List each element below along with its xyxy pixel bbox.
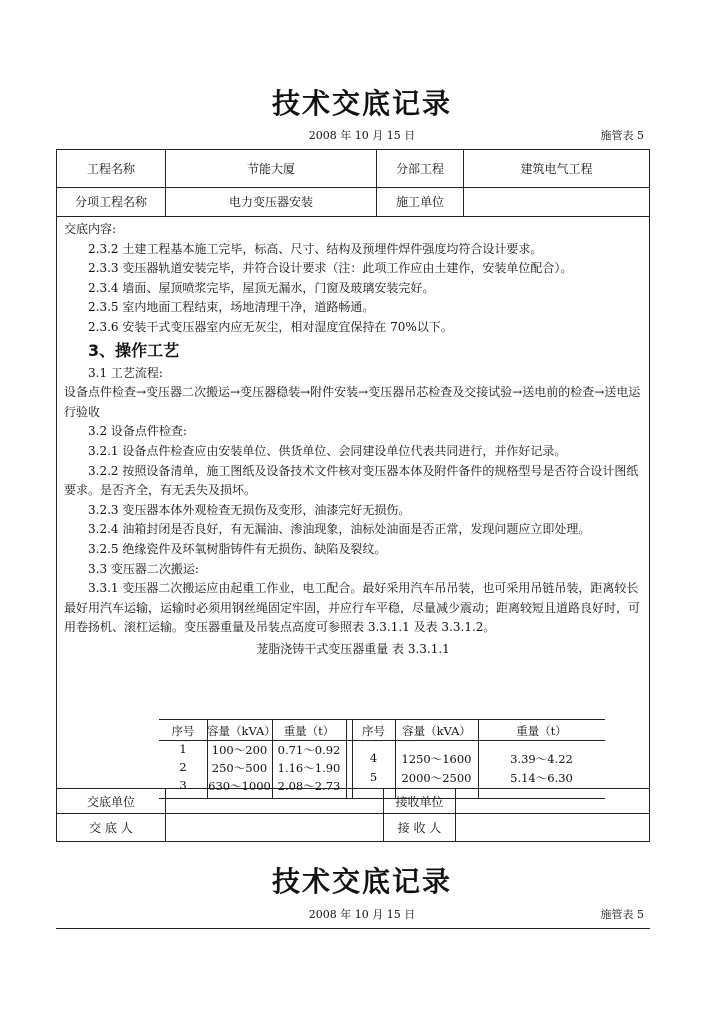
table-row-weight: 0.71～0.92 [277, 743, 341, 757]
form-number: 施管表 5 [600, 129, 644, 142]
page2-title: 技术交底记录 [271, 865, 452, 898]
th-no-right: 序号 [362, 724, 385, 738]
item-2-3-4: 2.3.4 墙面、屋顶喷浆完毕，屋顶无漏水，门窗及玻璃安装完好。 [88, 280, 435, 295]
handover-unit-value [166, 789, 384, 813]
table-row-weight: 1.16～1.90 [277, 761, 341, 775]
table-row-weight: 5.14～6.30 [510, 771, 573, 785]
table-row-weight: 3.39～4.22 [510, 752, 573, 766]
item-3-2-5: 3.2.5 绝缘瓷件及环氧树脂铸件有无损伤、缺陷及裂纹。 [88, 541, 387, 556]
page2-divider [56, 928, 650, 929]
page-title: 技术交底记录 [271, 87, 452, 120]
th-no-left: 序号 [171, 724, 195, 738]
contractor-value [464, 187, 649, 216]
table-row-no: 4 [369, 751, 378, 765]
handover-unit-label: 交底单位 [57, 789, 166, 813]
division-label: 分部工程 [377, 150, 464, 187]
handover-content [57, 216, 649, 793]
th-weight-left: 重量（t） [283, 724, 335, 738]
table-row-capacity: 1250～1600 [401, 752, 472, 766]
handover-person-label: 交 底 人 [57, 814, 166, 841]
item-3-2-4: 3.2.4 油箱封闭是否良好，有无漏油、渗油现象，油标处油面是否正常，发现问题应立即处理。 [88, 522, 591, 537]
table-row-capacity: 100～200 [211, 743, 268, 757]
th-capacity-left: 容量（kVA） [207, 724, 276, 738]
record-date: 2008 年 10 月 15 日 [308, 129, 416, 142]
project-name-label: 工程名称 [57, 150, 166, 187]
item-2-3-6: 2.3.6 安装干式变压器室内应无灰尘，相对湿度宜保持在 70%以下。 [88, 319, 453, 334]
item-3-2-2: 3.2.2 按照设备清单，施工图纸及设备技术文件核对变压器本体及附件备件的规格型号是否符合设计图纸要求。是否齐全，有无丢失及损坏。 [64, 463, 639, 498]
page2-form-number: 施管表 5 [600, 908, 644, 921]
footer-row-unit [57, 789, 649, 814]
receiver-person-label: 接 收 人 [384, 814, 456, 841]
content-intro: 交底内容: [64, 222, 117, 236]
header-row-project [57, 150, 649, 188]
receiver-unit-label: 接收单位 [384, 789, 456, 813]
receiver-person-value [456, 814, 649, 841]
record-form [56, 149, 650, 842]
content-text [64, 220, 642, 659]
table-row-capacity: 630～1000 [208, 779, 271, 793]
subitem-label: 分项工程名称 [57, 187, 166, 216]
s33-title: 3.3 变压器二次搬运: [88, 561, 199, 576]
section-title: 3、操作工艺 [88, 340, 180, 360]
item-2-3-3: 2.3.3 变压器轨道安装完毕，并符合设计要求（注：此项工作应由土建作，安装单位配合）。 [88, 261, 573, 276]
header-row-subitem [57, 187, 649, 217]
item-3-3-1: 3.3.1 变压器二次搬运应由起重工作业，电工配合。最好采用汽车吊吊装，也可采用吊链吊装，距离较长最好用汽车运输，运输时必须用钢丝绳固定牢固，并应行车平稳，尽量减少震动；距离较短且道路良好时，可用卷扬机、滚杠运输。变压器重量及吊装点高度可参照表 3.3.1.1 及表 3.3.1.2。 [64, 581, 641, 635]
table-caption: 茏脂浇铸干式变压器重量 表 3.3.1.1 [256, 641, 450, 656]
table-row-no: 2 [179, 760, 187, 774]
footer-row-person [57, 814, 649, 841]
item-2-3-5: 2.3.5 室内地面工程结束，场地清理干净，道路畅通。 [88, 300, 375, 315]
receiver-unit-value [456, 789, 649, 813]
handover-person-value [166, 814, 384, 841]
division-value: 建筑电气工程 [520, 162, 593, 176]
item-3-2-1: 3.2.1 设备点件检查应由安装单位、供货单位、会同建设单位代表共同进行，并作好记录。 [88, 443, 567, 458]
table-row-weight: 2.08～2.73 [277, 779, 341, 793]
weight-table [159, 719, 605, 799]
table-row-no: 5 [369, 770, 378, 784]
item-3-2-3: 3.2.3 变压器本体外观检查无损伤及变形，油漆完好无损伤。 [88, 502, 411, 517]
item-2-3-2: 2.3.2 土建工程基本施工完毕，标高、尺寸、结构及预埋件焊件强度均符合设计要求。 [88, 241, 543, 256]
contractor-label: 施工单位 [377, 187, 464, 216]
table-row-no: 1 [179, 742, 187, 756]
s32-title: 3.2 设备点件检查: [88, 424, 187, 439]
th-weight-right: 重量（t） [516, 724, 567, 738]
table-row-no: 3 [179, 778, 187, 792]
table-row-capacity: 2000～2500 [401, 771, 472, 785]
subitem-value: 电力变压器安装 [166, 187, 377, 216]
s31-title: 3.1 工艺流程: [88, 365, 163, 380]
th-capacity-right: 容量（kVA） [402, 724, 471, 738]
project-name-value: 节能大厦 [166, 150, 377, 187]
table-row-capacity: 250～500 [211, 761, 268, 775]
page2-date: 2008 年 10 月 15 日 [308, 908, 416, 921]
s31-flow: 设备点件检查→变压器二次搬运→变压器稳装→附件安装→变压器吊芯检查及交接试验→送电前的检查→送电运行验收 [64, 385, 641, 419]
